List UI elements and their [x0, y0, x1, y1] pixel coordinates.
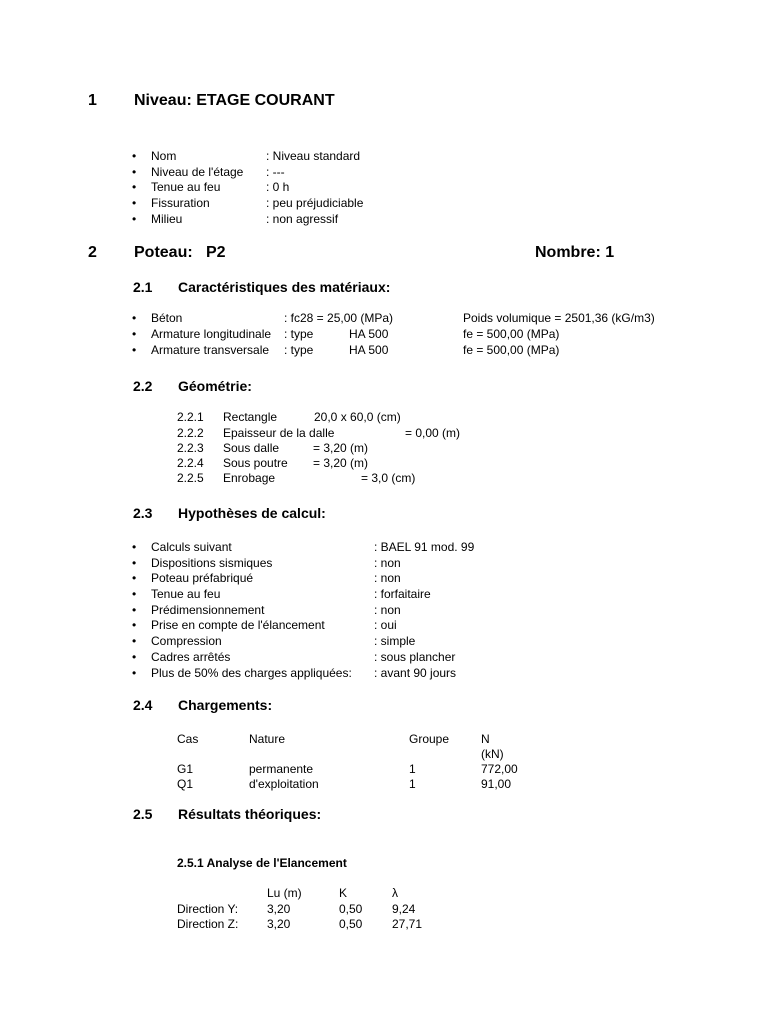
table-header-nature: Nature: [249, 732, 286, 746]
table-cell-lu: 3,20: [267, 902, 291, 916]
table-cell-cas: Q1: [177, 777, 194, 791]
subsection-title: Résultats théoriques:: [178, 806, 322, 822]
bullet-icon: •: [132, 587, 137, 601]
bullet-icon: •: [132, 196, 137, 210]
table-cell-k: 0,50: [339, 902, 363, 916]
material-label: Armature transversale: [151, 343, 270, 357]
item-label: Nom: [151, 149, 177, 163]
bullet-icon: •: [132, 343, 137, 357]
bullet-icon: •: [132, 180, 137, 194]
bullet-icon: •: [132, 311, 137, 325]
geometry-label: Enrobage: [223, 471, 276, 485]
table-cell-k: 0,50: [339, 917, 363, 931]
geometry-value: = 3,20 (m): [313, 441, 369, 455]
subsubsection-title: 2.5.1 Analyse de l'Elancement: [177, 856, 347, 870]
material-grade: HA 500: [349, 343, 389, 357]
table-header-n: N: [481, 732, 490, 746]
bullet-icon: •: [132, 165, 137, 179]
table-cell-n: 91,00: [481, 777, 512, 791]
item-value: : peu préjudiciable: [266, 196, 364, 210]
hypothesis-value: : sous plancher: [374, 650, 456, 664]
table-cell-groupe: 1: [409, 762, 416, 776]
hypothesis-label: Compression: [151, 634, 222, 648]
subsection-number: 2.3: [133, 505, 153, 521]
table-cell-cas: G1: [177, 762, 194, 776]
bullet-icon: •: [132, 540, 137, 554]
subsection-title: Chargements:: [178, 697, 273, 713]
hypothesis-value: : BAEL 91 mod. 99: [374, 540, 475, 554]
material-label: Béton: [151, 311, 183, 325]
bullet-icon: •: [132, 149, 137, 163]
section-2-number: 2: [88, 244, 97, 261]
table-cell-n: 772,00: [481, 762, 518, 776]
hypothesis-label: Poteau préfabriqué: [151, 571, 254, 585]
section-1-number: 1: [88, 92, 97, 109]
section-1-title: Niveau: ETAGE COURANT: [134, 92, 335, 109]
bullet-icon: •: [132, 634, 137, 648]
material-property: fe = 500,00 (MPa): [463, 327, 560, 341]
subsection-title: Caractéristiques des matériaux:: [178, 279, 391, 295]
item-value: : 0 h: [266, 180, 290, 194]
bullet-icon: •: [132, 603, 137, 617]
section-2-title: Poteau: P2: [134, 244, 226, 261]
hypothesis-label: Dispositions sismiques: [151, 556, 273, 570]
material-property: Poids volumique = 2501,36 (kG/m3): [463, 311, 655, 325]
subsection-number: 2.4: [133, 697, 153, 713]
hypothesis-value: : simple: [374, 634, 416, 648]
material-value: : fc28 = 25,00 (MPa): [284, 311, 394, 325]
material-value: : type: [284, 327, 314, 341]
table-cell-lu: 3,20: [267, 917, 291, 931]
material-value: : type: [284, 343, 314, 357]
subsection-title: Géométrie:: [178, 378, 252, 394]
bullet-icon: •: [132, 212, 137, 226]
bullet-icon: •: [132, 327, 137, 341]
geometry-value: 20,0 x 60,0 (cm): [314, 410, 401, 424]
subsection-number: 2.1: [133, 279, 153, 295]
item-label: Milieu: [151, 212, 183, 226]
table-header-unit: (kN): [481, 747, 504, 761]
hypothesis-label: Tenue au feu: [151, 587, 221, 601]
table-cell-direction: Direction Y:: [177, 902, 239, 916]
material-property: fe = 500,00 (MPa): [463, 343, 560, 357]
hypothesis-value: : avant 90 jours: [374, 666, 457, 680]
material-label: Armature longitudinale: [151, 327, 272, 341]
geometry-number: 2.2.3: [177, 441, 204, 455]
bullet-icon: •: [132, 666, 137, 680]
hypothesis-label: Prédimensionnement: [151, 603, 265, 617]
bullet-icon: •: [132, 556, 137, 570]
geometry-label: Sous dalle: [223, 441, 280, 455]
hypothesis-label: Calculs suivant: [151, 540, 232, 554]
item-value: : non agressif: [266, 212, 339, 226]
hypothesis-label: Cadres arrêtés: [151, 650, 231, 664]
element-count: Nombre: 1: [535, 244, 615, 261]
material-grade: HA 500: [349, 327, 389, 341]
item-label: Tenue au feu: [151, 180, 221, 194]
item-value: : Niveau standard: [266, 149, 361, 163]
bullet-icon: •: [132, 650, 137, 664]
table-cell-lambda: 27,71: [392, 917, 423, 931]
hypothesis-label: Plus de 50% des charges appliquées:: [151, 666, 352, 680]
bullet-icon: •: [132, 618, 137, 632]
table-cell-nature: permanente: [249, 762, 314, 776]
hypothesis-label: Prise en compte de l'élancement: [151, 618, 325, 632]
table-cell-nature: d'exploitation: [249, 777, 319, 791]
table-cell-direction: Direction Z:: [177, 917, 239, 931]
table-header-lu: Lu (m): [267, 886, 302, 900]
table-cell-lambda: 9,24: [392, 902, 416, 916]
geometry-number: 2.2.5: [177, 471, 204, 485]
table-header-k: K: [339, 886, 348, 900]
subsection-title: Hypothèses de calcul:: [178, 505, 326, 521]
table-header-lambda: λ: [392, 886, 398, 900]
geometry-value: = 3,20 (m): [313, 456, 369, 470]
geometry-value: = 0,00 (m): [405, 426, 461, 440]
item-value: : ---: [266, 165, 285, 179]
table-header-cas: Cas: [177, 732, 199, 746]
item-label: Fissuration: [151, 196, 210, 210]
table-cell-groupe: 1: [409, 777, 416, 791]
hypothesis-value: : non: [374, 603, 401, 617]
geometry-label: Sous poutre: [223, 456, 288, 470]
hypothesis-value: : forfaitaire: [374, 587, 431, 601]
subsection-number: 2.5: [133, 806, 153, 822]
table-header-groupe: Groupe: [409, 732, 450, 746]
hypothesis-value: : oui: [374, 618, 397, 632]
subsection-number: 2.2: [133, 378, 153, 394]
geometry-label: Epaisseur de la dalle: [223, 426, 335, 440]
hypothesis-value: : non: [374, 556, 401, 570]
hypothesis-value: : non: [374, 571, 401, 585]
geometry-number: 2.2.1: [177, 410, 204, 424]
item-label: Niveau de l'étage: [151, 165, 244, 179]
bullet-icon: •: [132, 571, 137, 585]
geometry-label: Rectangle: [223, 410, 278, 424]
geometry-number: 2.2.2: [177, 426, 204, 440]
geometry-number: 2.2.4: [177, 456, 204, 470]
geometry-value: = 3,0 (cm): [361, 471, 416, 485]
